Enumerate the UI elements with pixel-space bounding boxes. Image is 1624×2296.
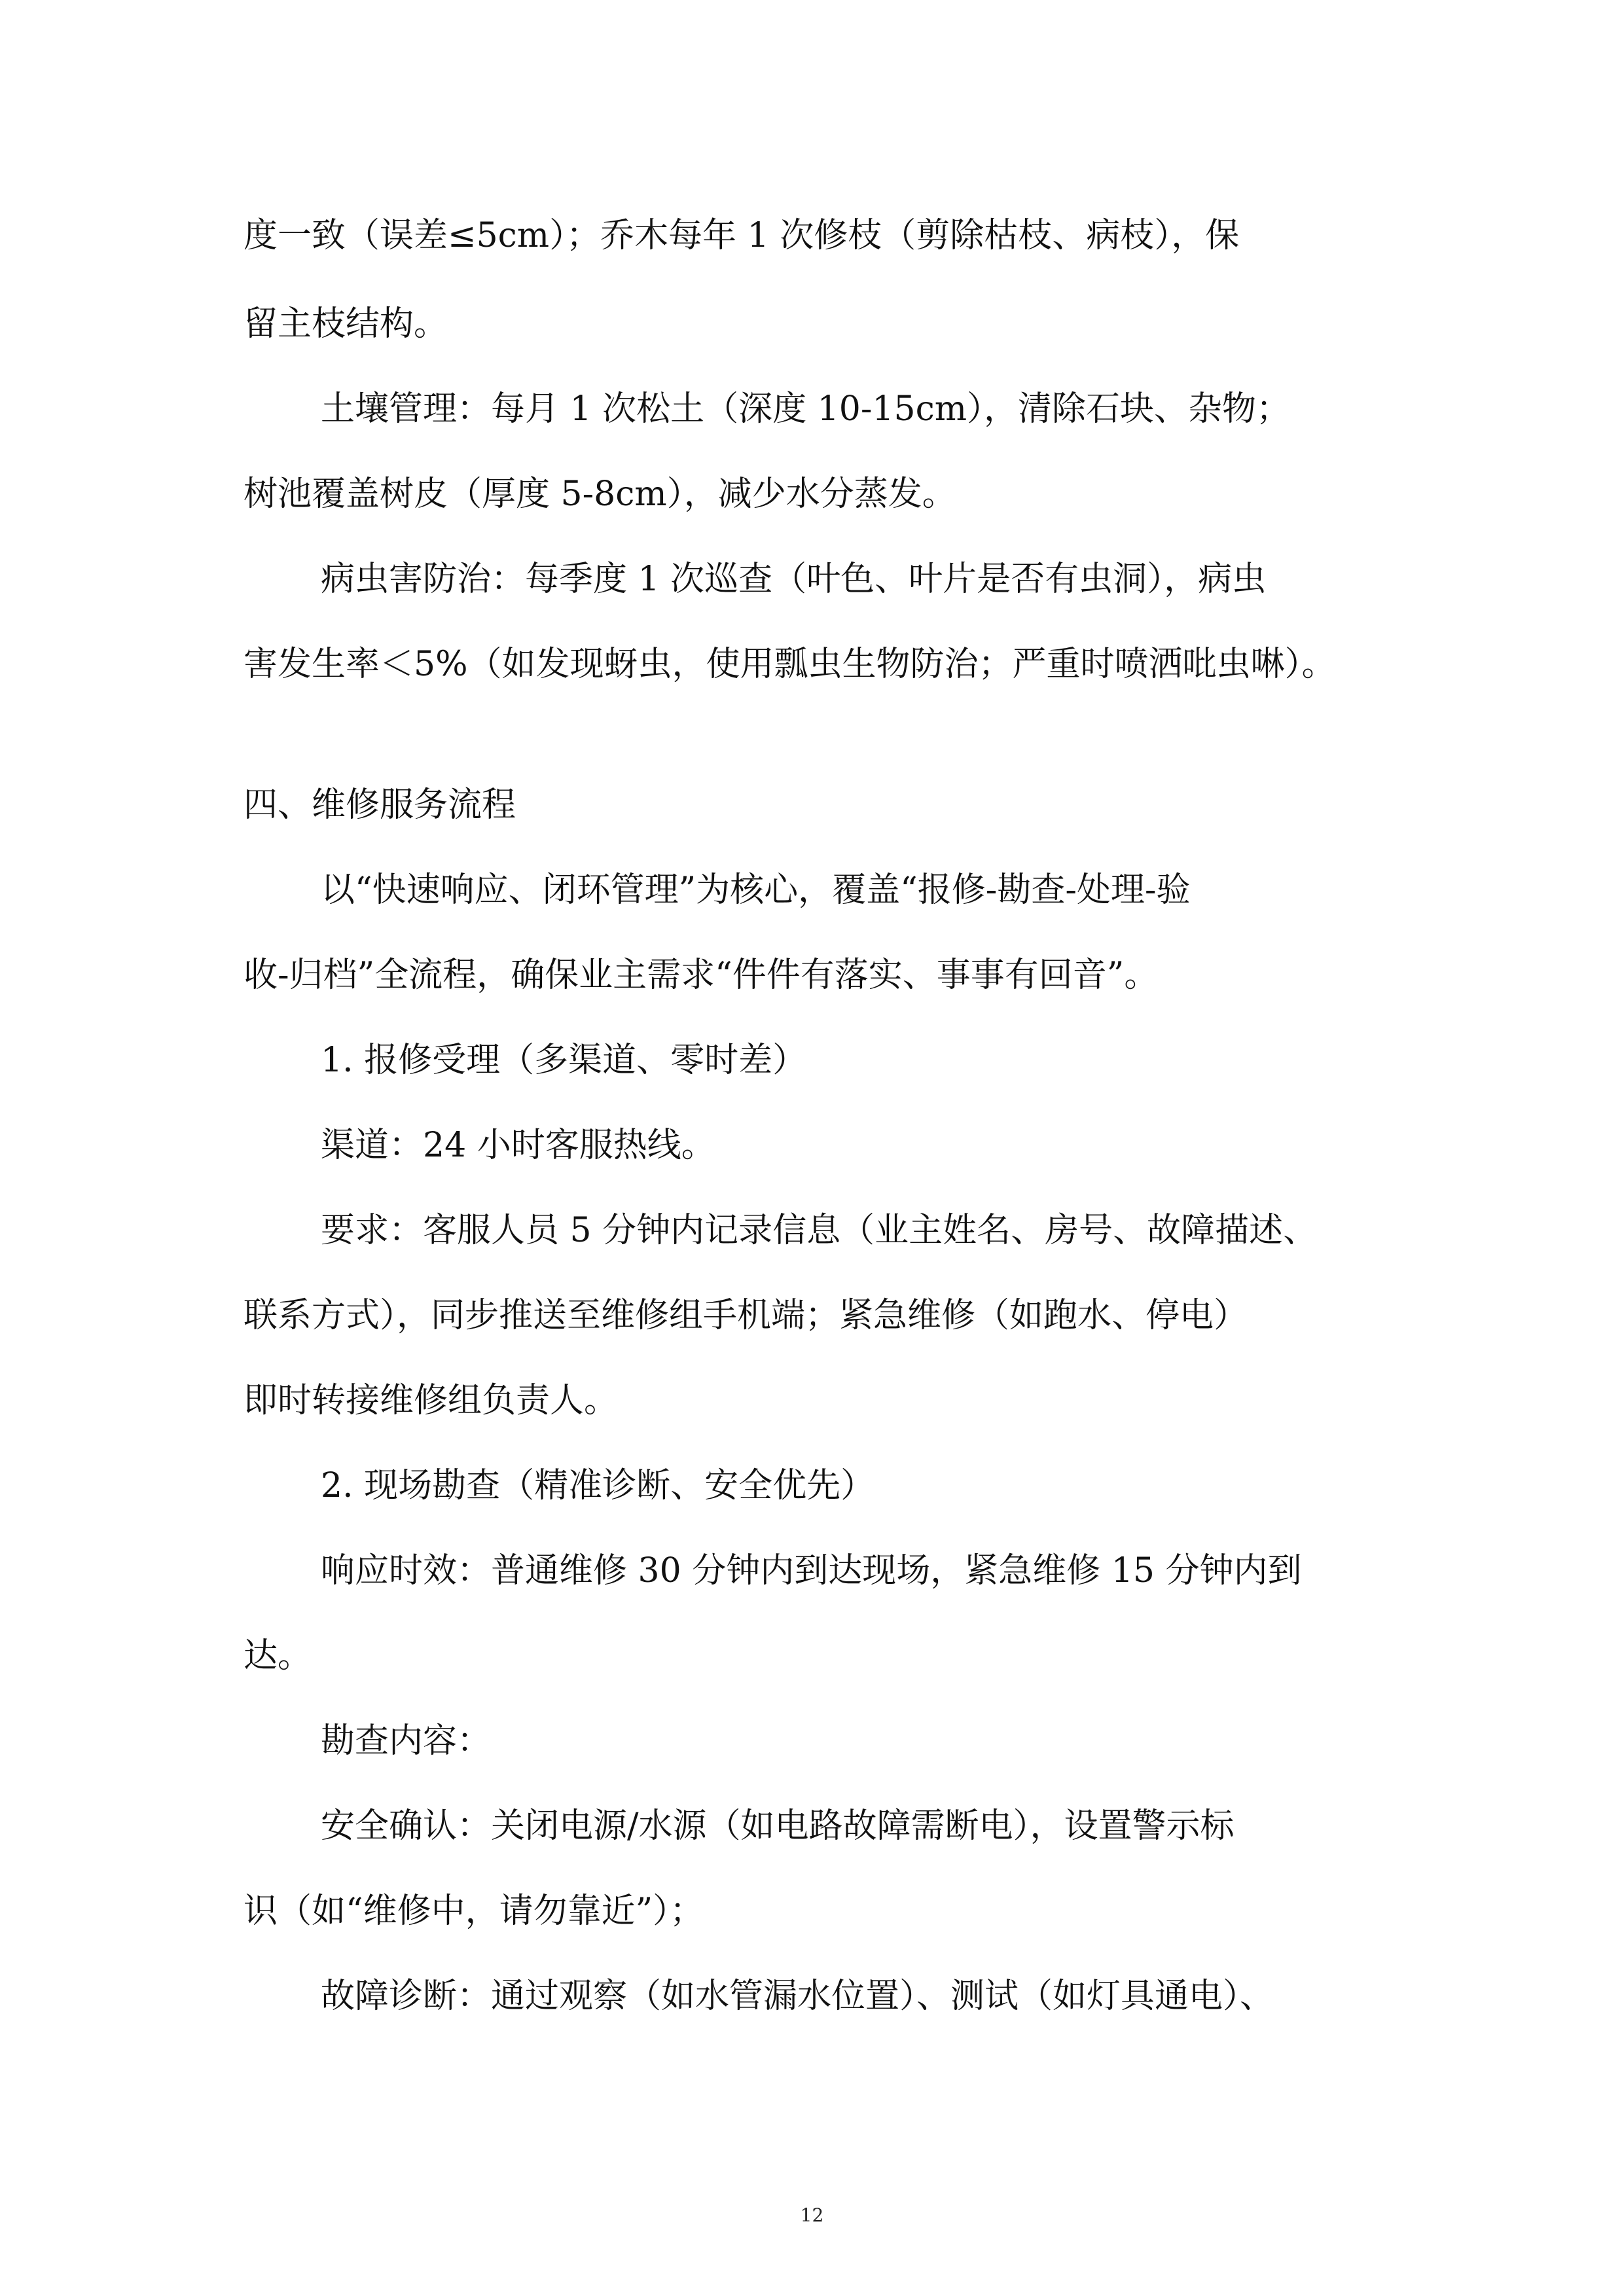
paragraph-line: 收-归档”全流程，确保业主需求“件件有落实、事事有回音”。 — [244, 956, 1159, 995]
paragraph-line: 树池覆盖树皮（厚度 5-8cm），减少水分蒸发。 — [244, 475, 956, 514]
paragraph-line: 达。 — [244, 1636, 312, 1676]
paragraph-line: 渠道：24 小时客服热线。 — [321, 1126, 715, 1165]
paragraph-line: 要求：客服人员 5 分钟内记录信息（业主姓名、房号、故障描述、 — [321, 1211, 1318, 1250]
paragraph-line: 以“快速响应、闭环管理”为核心，覆盖“报修-勘查-处理-验 — [321, 870, 1191, 910]
subsection-heading: 2. 现场勘查（精准诊断、安全优先） — [321, 1466, 875, 1505]
paragraph-line: 留主枝结构。 — [244, 304, 448, 344]
paragraph-line: 联系方式），同步推送至维修组手机端；紧急维修（如跑水、停电） — [244, 1296, 1248, 1335]
subsection-heading: 1. 报修受理（多渠道、零时差） — [321, 1041, 807, 1080]
paragraph-line: 安全确认：关闭电源/水源（如电路故障需断电），设置警示标 — [321, 1806, 1235, 1846]
paragraph-line: 识（如“维修中，请勿靠近”）； — [244, 1892, 704, 1931]
paragraph-line: 土壤管理：每月 1 次松土（深度 10-15cm），清除石块、杂物； — [321, 389, 1291, 429]
paragraph-line: 故障诊断：通过观察（如水管漏水位置）、测试（如灯具通电）、 — [321, 1977, 1274, 2016]
paragraph-line: 害发生率＜5%（如发现蚜虫，使用瓢虫生物防治；严重时喷洒吡虫啉）。 — [244, 645, 1336, 684]
paragraph-line: 度一致（误差≤5cm）；乔木每年 1 次修枝（剪除枯枝、病枝），保 — [244, 216, 1240, 255]
paragraph-line: 勘查内容： — [321, 1721, 492, 1761]
page-number: 12 — [800, 2204, 824, 2226]
paragraph-line: 即时转接维修组负责人。 — [244, 1381, 619, 1420]
paragraph-line: 响应时效：普通维修 30 分钟内到达现场，紧急维修 15 分钟内到 — [321, 1551, 1302, 1590]
section-heading: 四、维修服务流程 — [244, 785, 516, 825]
paragraph-line: 病虫害防治：每季度 1 次巡查（叶色、叶片是否有虫洞），病虫 — [321, 560, 1267, 599]
